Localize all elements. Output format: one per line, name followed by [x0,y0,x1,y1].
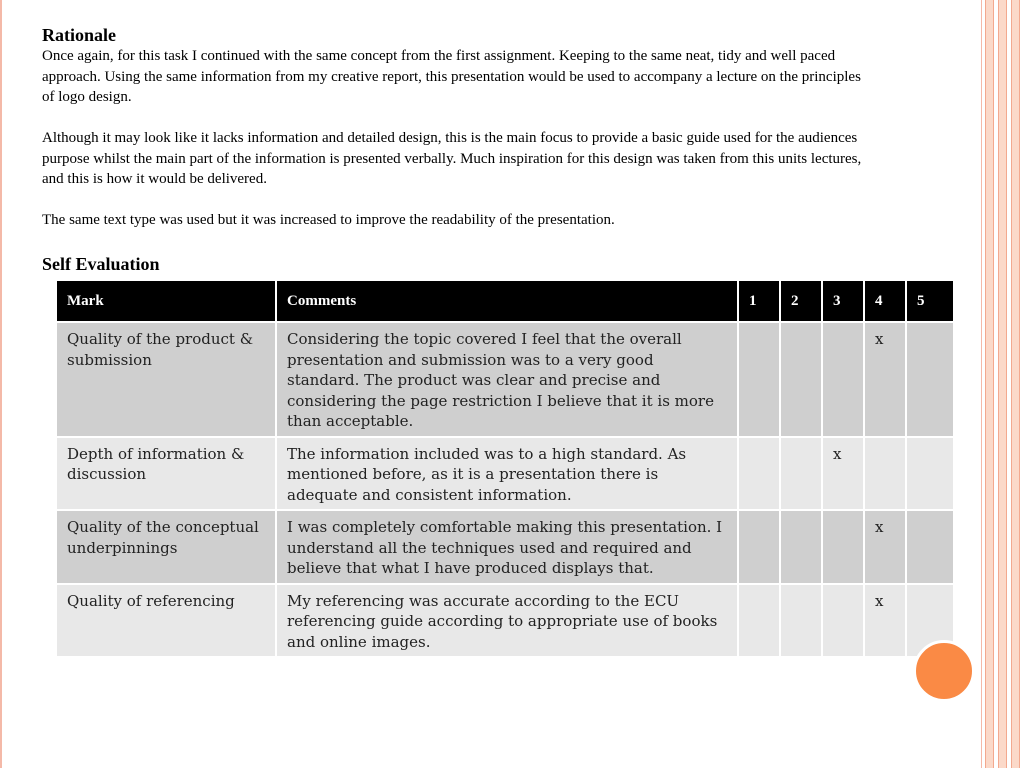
decorative-stripes [982,0,1024,768]
score-cell: x [864,510,906,584]
column-header-mark: Mark [56,280,276,322]
column-header-score-5: 5 [906,280,954,322]
table-row [56,322,954,437]
score-cell [738,437,780,511]
comment-cell: My referencing was accurate according to the ECU referencing guide according to appropriate use of books and online images. [276,584,738,658]
stripe [1011,0,1020,768]
mark-cell: Quality of referencing [56,584,276,658]
rationale-paragraph-3: The same text type was used but it was increased to improve the readability of the presentation. [42,212,615,228]
rationale-paragraph-1: Once again, for this task I continued with the same concept from the first assignment. Keeping to the same neat, tidy and well paced approach. Using the same information from my creative report, this presentation would be used to accompany a lecture on the principles of logo design. [42,48,861,105]
column-header-score-1: 1 [738,280,780,322]
score-cell [906,322,954,437]
score-cell [738,510,780,584]
column-header-score-3: 3 [822,280,864,322]
rationale-paragraph-2: Although it may look like it lacks information and detailed design, this is the main focus to provide a basic guide used for the audiences purpose whilst the main part of the information is presented verbally. Much inspiration for this design was taken from this units lectures, and this is how it would be delivered. [42,130,862,187]
self-evaluation-table [55,279,955,658]
column-header-score-2: 2 [780,280,822,322]
stripe [998,0,1007,768]
score-cell: x [864,584,906,658]
score-cell: x [822,437,864,511]
score-cell [738,322,780,437]
score-cell: x [864,322,906,437]
decorative-orange-circle [913,640,975,702]
mark-cell: Quality of the product & submission [56,322,276,437]
comment-cell: Considering the topic covered I feel that the overall presentation and submission was to a very good standard. The product was clear and precise and considering the page restriction I believe that it is more than acceptable. [276,322,738,437]
score-cell [822,322,864,437]
score-cell [738,584,780,658]
comment-cell: I was completely comfortable making this presentation. I understand all the techniques used and required and believe that what I have produced displays that. [276,510,738,584]
score-cell [780,322,822,437]
score-cell [780,510,822,584]
score-cell [864,437,906,511]
mark-cell: Quality of the conceptual underpinnings [56,510,276,584]
table-row [56,437,954,511]
self-evaluation-heading: Self Evaluation [42,254,160,274]
score-cell [822,584,864,658]
score-cell [822,510,864,584]
comment-cell: The information included was to a high standard. As mentioned before, as it is a presentation there is adequate and consistent information. [276,437,738,511]
table-row [56,510,954,584]
score-cell [780,437,822,511]
mark-cell: Depth of information & discussion [56,437,276,511]
column-header-comments: Comments [276,280,738,322]
rationale-heading: Rationale [42,25,116,45]
column-header-score-4: 4 [864,280,906,322]
table-header-row [56,280,954,322]
score-cell [906,437,954,511]
score-cell [780,584,822,658]
stripe [985,0,994,768]
score-cell [906,510,954,584]
table-row [56,584,954,658]
